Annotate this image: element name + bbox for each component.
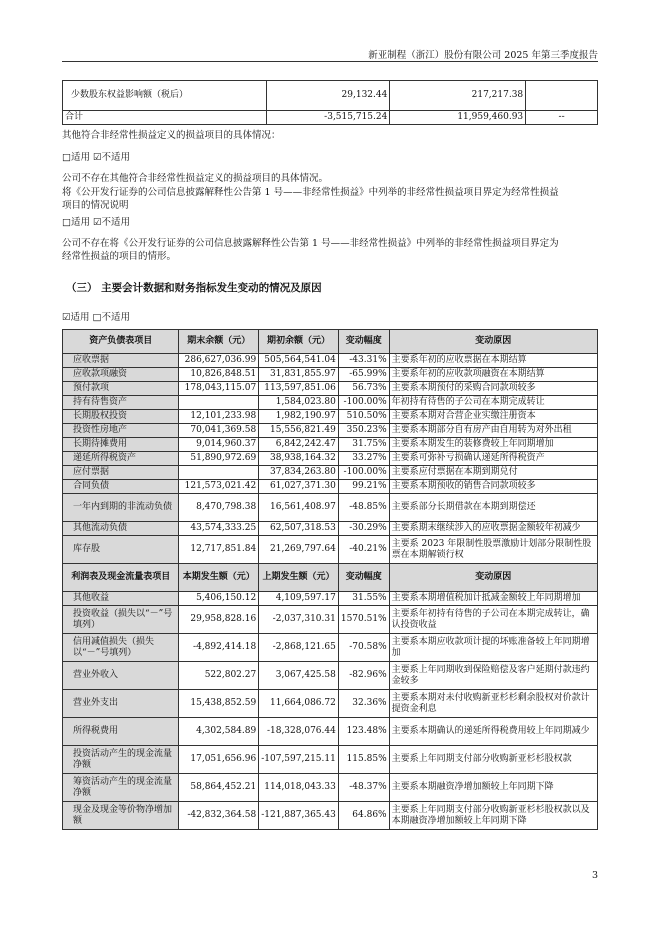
ytd-value: 217,217.38	[390, 81, 526, 111]
note	[526, 81, 598, 111]
row-label: 合计	[63, 111, 267, 125]
current-value: -3,515,715.24	[266, 111, 390, 125]
item-name: 筹资活动产生的现金流量净额	[63, 774, 179, 802]
table-row	[63, 452, 598, 466]
prior-amount: -18,328,076.44	[259, 718, 339, 746]
paragraph: 公司不存在其他符合非经常性损益定义的损益项目的具体情况。	[62, 173, 329, 184]
applicability-check: ☑适用 □不适用	[62, 312, 131, 323]
change-reason: 主要系本期对合营企业实缴注册资本	[389, 410, 597, 424]
prior-amount: 1,584,023.80	[259, 396, 339, 410]
prior-amount: 113,597,851.06	[259, 382, 339, 396]
item-name: 长期待摊费用	[63, 438, 179, 452]
table-row	[63, 592, 598, 606]
table-row	[63, 382, 598, 396]
paragraph: 其他符合非经常性损益定义的损益项目的具体情况：	[62, 130, 281, 141]
item-name: 库存股	[63, 536, 179, 564]
item-name: 其他流动负债	[63, 522, 179, 536]
current-amount: 4,302,584.89	[179, 718, 259, 746]
current-amount: 12,101,233.98	[179, 410, 259, 424]
item-name: 投资性房地产	[63, 424, 179, 438]
item-name: 投资收益（损失以“－”号填列）	[63, 606, 179, 634]
table-row	[63, 494, 598, 522]
item-name: 营业外收入	[63, 662, 179, 690]
table-row	[63, 354, 598, 368]
table-row	[63, 690, 598, 718]
change-reason: 年初持有待售的子公司在本期完成转让	[389, 396, 597, 410]
prior-amount: 4,109,597.17	[259, 592, 339, 606]
change-rate: 31.55%	[338, 592, 389, 606]
change-rate: -48.37%	[338, 774, 389, 802]
prior-amount: 6,842,242.47	[259, 438, 339, 452]
page-header: 新亚制程（浙江）股份有限公司 2025 年第三季度报告	[368, 50, 598, 61]
current-amount: 12,717,851.84	[179, 536, 259, 564]
table-row	[63, 111, 598, 125]
current-amount: -4,892,414.18	[179, 634, 259, 662]
column-header: 利润表及现金流量表项目	[63, 564, 179, 592]
item-name: 一年内到期的非流动负债	[63, 494, 179, 522]
change-rate: 115.85%	[338, 746, 389, 774]
table-header-row	[63, 330, 598, 354]
change-reason: 主要系可弥补亏损确认递延所得税资产	[389, 452, 597, 466]
table-row	[63, 522, 598, 536]
table-row	[63, 410, 598, 424]
item-name: 合同负债	[63, 480, 179, 494]
change-reason: 主要系年初的应收款项融资在本期结算	[389, 368, 597, 382]
column-header: 变动幅度	[338, 330, 389, 354]
change-rate: -40.21%	[338, 536, 389, 564]
ytd-value: 11,959,460.93	[390, 111, 526, 125]
paragraph: 项目的情况说明	[62, 200, 129, 211]
paragraph: 将《公开发行证券的公司信息披露解释性公告第 1 号——非经常性损益》中列举的非经常性损益项目界定为经常性损益	[62, 187, 559, 198]
column-header: 变动原因	[389, 330, 597, 354]
table-row	[63, 774, 598, 802]
change-rate: -48.85%	[338, 494, 389, 522]
header-divider	[62, 61, 598, 62]
table-row	[63, 466, 598, 480]
current-amount: 9,014,960.37	[179, 438, 259, 452]
prior-amount: 505,564,541.04	[259, 354, 339, 368]
change-reason: 主要系本期预付的采购合同款项较多	[389, 382, 597, 396]
table-row	[63, 634, 598, 662]
change-reason: 主要系应付票据在本期到期兑付	[389, 466, 597, 480]
prior-amount: 21,269,797.64	[259, 536, 339, 564]
current-amount: 70,041,369.58	[179, 424, 259, 438]
current-amount: -42,832,364.58	[179, 802, 259, 830]
current-amount: 43,574,333.25	[179, 522, 259, 536]
table-row	[63, 718, 598, 746]
change-rate: 64.86%	[338, 802, 389, 830]
column-header: 期初余额（元）	[259, 330, 339, 354]
prior-amount: 3,067,425.58	[259, 662, 339, 690]
item-name: 应付票据	[63, 466, 179, 480]
change-rate: -65.99%	[338, 368, 389, 382]
current-amount: 5,406,150.12	[179, 592, 259, 606]
table-header-row	[63, 564, 598, 592]
current-amount: 15,438,852.59	[179, 690, 259, 718]
change-reason: 主要系本期增值税加计抵减金额较上年同期增加	[389, 592, 597, 606]
column-header: 变动幅度	[338, 564, 389, 592]
table-row	[63, 536, 598, 564]
table-row	[63, 424, 598, 438]
paragraph: 经常性损益的项目的情形。	[62, 251, 177, 262]
change-rate: 31.75%	[338, 438, 389, 452]
paragraph: 公司不存在将《公开发行证券的公司信息披露解释性公告第 1 号——非经常性损益》中列举的非经常性损益项目界定为	[62, 238, 559, 249]
current-amount: 10,826,848.51	[179, 368, 259, 382]
change-rate: -30.29%	[338, 522, 389, 536]
change-reason: 主要系本期对未付收购新亚杉杉剩余股权对价款计提资金利息	[389, 690, 597, 718]
prior-amount: -2,037,310.31	[259, 606, 339, 634]
prior-amount: -2,868,121.65	[259, 634, 339, 662]
table-row	[63, 396, 598, 410]
current-amount: 58,864,452.21	[179, 774, 259, 802]
table-row	[63, 480, 598, 494]
column-header: 期末余额（元）	[179, 330, 259, 354]
prior-amount: 31,831,855.97	[259, 368, 339, 382]
item-name: 现金及现金等价物净增加额	[63, 802, 179, 830]
current-amount: 51,890,972.69	[179, 452, 259, 466]
change-reason: 主要系年初的应收票据在本期结算	[389, 354, 597, 368]
applicability-check: □适用 ☑不适用	[62, 152, 131, 163]
change-reason: 主要系上年同期收到保险赔偿及客户延期付款违约金较多	[389, 662, 597, 690]
current-amount: 8,470,798.38	[179, 494, 259, 522]
current-amount	[179, 396, 259, 410]
column-header: 上期发生额（元）	[259, 564, 339, 592]
change-reason: 主要系本期确认的递延所得税费用较上年同期减少	[389, 718, 597, 746]
table-row	[63, 606, 598, 634]
change-reason: 主要系上年同期支付部分收购新亚杉杉股权款	[389, 746, 597, 774]
prior-amount: -107,597,215.11	[259, 746, 339, 774]
note: --	[526, 111, 598, 125]
change-reason: 主要系本期预收的销售合同款项较多	[389, 480, 597, 494]
change-reason: 主要系期末继续涉入的应收票据金额较年初减少	[389, 522, 597, 536]
table-row	[63, 802, 598, 830]
prior-amount: 62,507,318.53	[259, 522, 339, 536]
change-reason: 主要系本期部分自有房产由自用转为对外出租	[389, 424, 597, 438]
column-header: 本期发生额（元）	[179, 564, 259, 592]
change-rate: -43.31%	[338, 354, 389, 368]
change-reason: 主要系本期发生的装修费较上年同期增加	[389, 438, 597, 452]
prior-amount: 16,561,408.97	[259, 494, 339, 522]
item-name: 信用减值损失（损失以“－”号填列）	[63, 634, 179, 662]
item-name: 持有待售资产	[63, 396, 179, 410]
table-row	[63, 438, 598, 452]
change-rate: -100.00%	[338, 466, 389, 480]
current-amount: 17,051,656.96	[179, 746, 259, 774]
item-name: 预付款项	[63, 382, 179, 396]
change-reason: 主要系本期融资净增加额较上年同期下降	[389, 774, 597, 802]
item-name: 递延所得税资产	[63, 452, 179, 466]
change-reason: 主要系年初持有待售的子公司在本期完成转让，确认投资收益	[389, 606, 597, 634]
change-rate: 99.21%	[338, 480, 389, 494]
table-row	[63, 81, 598, 111]
change-rate: -70.58%	[338, 634, 389, 662]
item-name: 其他收益	[63, 592, 179, 606]
change-rate: 32.36%	[338, 690, 389, 718]
prior-amount: 61,027,371.30	[259, 480, 339, 494]
change-rate: 350.23%	[338, 424, 389, 438]
table-row	[63, 368, 598, 382]
current-amount: 178,043,115.07	[179, 382, 259, 396]
financial-changes-table	[62, 329, 598, 830]
change-reason: 主要系本期应收款项计提的坏账准备较上年同期增加	[389, 634, 597, 662]
table-row	[63, 662, 598, 690]
current-amount: 29,958,828.16	[179, 606, 259, 634]
applicability-check: □适用 ☑不适用	[62, 217, 131, 228]
change-rate: 33.27%	[338, 452, 389, 466]
column-header: 变动原因	[389, 564, 597, 592]
prior-amount: 114,018,043.33	[259, 774, 339, 802]
page-number: 3	[591, 870, 598, 881]
prior-amount: 38,938,164.32	[259, 452, 339, 466]
current-value: 29,132.44	[266, 81, 390, 111]
table-row	[63, 746, 598, 774]
prior-amount: 15,556,821.49	[259, 424, 339, 438]
prior-amount: 1,982,190.97	[259, 410, 339, 424]
change-rate: 510.50%	[338, 410, 389, 424]
prior-amount: 11,664,086.72	[259, 690, 339, 718]
item-name: 投资活动产生的现金流量净额	[63, 746, 179, 774]
item-name: 营业外支出	[63, 690, 179, 718]
item-name: 所得税费用	[63, 718, 179, 746]
change-reason: 主要系上年同期支付部分收购新亚杉杉股权款以及本期融资净增加额较上年同期下降	[389, 802, 597, 830]
change-reason: 主要系 2023 年限制性股票激励计划部分限制性股票在本期解锁行权	[389, 536, 597, 564]
row-label: 少数股东权益影响额（税后）	[63, 81, 267, 111]
prior-amount: 37,834,263.80	[259, 466, 339, 480]
change-rate: 123.48%	[338, 718, 389, 746]
item-name: 应收票据	[63, 354, 179, 368]
item-name: 应收款项融资	[63, 368, 179, 382]
current-amount: 121,573,021.42	[179, 480, 259, 494]
change-rate: 56.73%	[338, 382, 389, 396]
current-amount	[179, 466, 259, 480]
change-rate: 1570.51%	[338, 606, 389, 634]
change-reason: 主要系部分长期借款在本期到期偿还	[389, 494, 597, 522]
change-rate: -100.00%	[338, 396, 389, 410]
current-amount: 286,627,036.99	[179, 354, 259, 368]
section-title: （三） 主要会计数据和财务指标发生变动的情况及原因	[66, 282, 322, 294]
item-name: 长期股权投资	[63, 410, 179, 424]
column-header: 资产负债表项目	[63, 330, 179, 354]
nonrecurring-summary-table	[62, 80, 598, 125]
prior-amount: -121,887,365.43	[259, 802, 339, 830]
change-rate: -82.96%	[338, 662, 389, 690]
current-amount: 522,802.27	[179, 662, 259, 690]
